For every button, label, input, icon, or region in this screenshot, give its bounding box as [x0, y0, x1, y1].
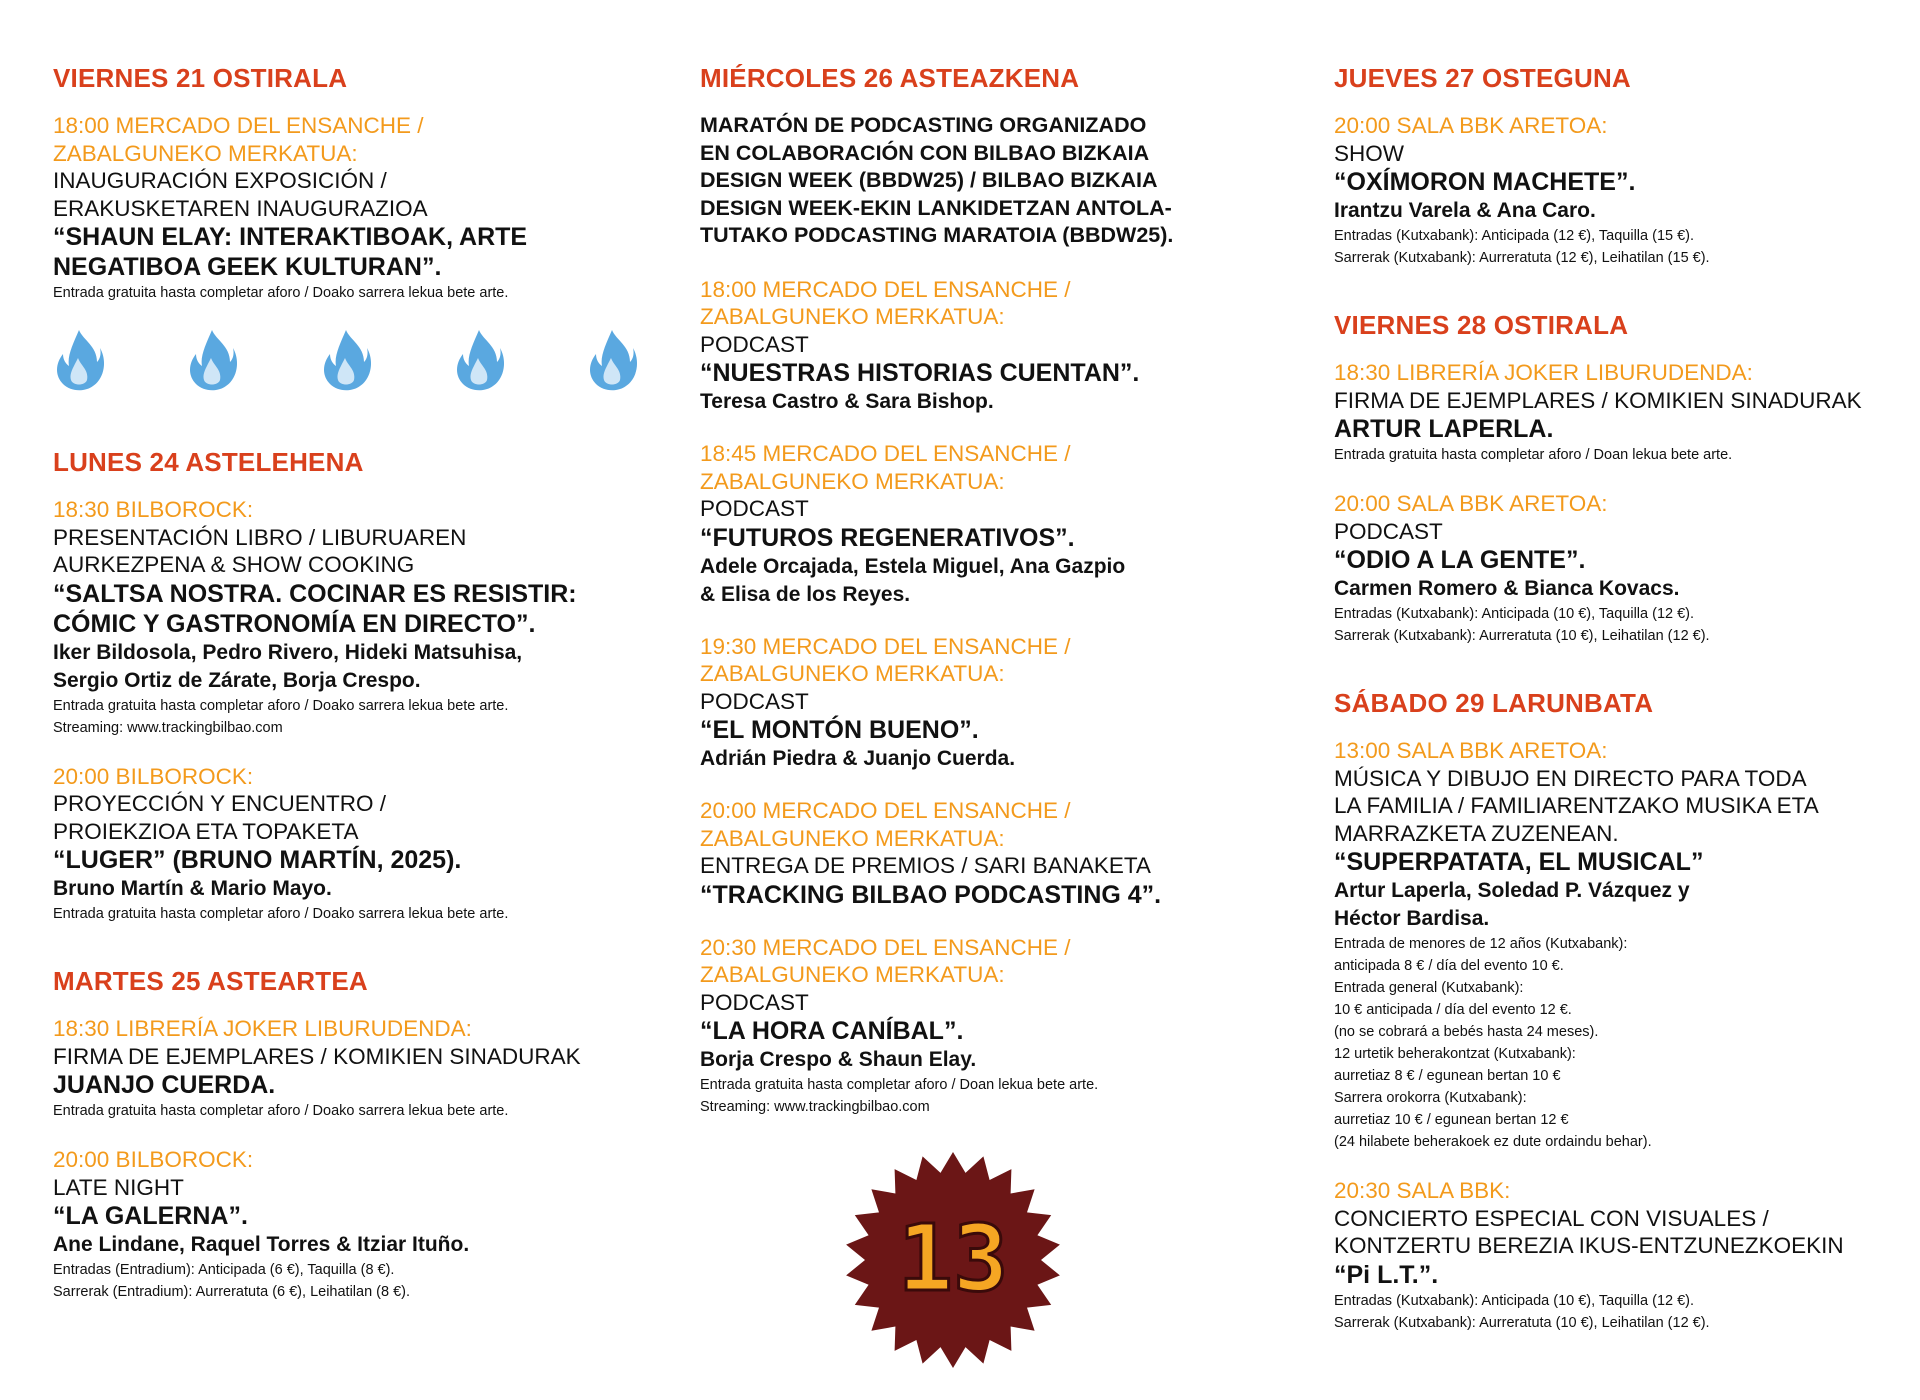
event-time — [700, 797, 1300, 852]
event-kind — [53, 1174, 653, 1202]
event-note-line: Entrada general (Kutxabank): — [1334, 980, 1524, 996]
event-kind-line: PODCAST — [700, 496, 809, 521]
event-title-line: ARTUR LAPERLA. — [1334, 415, 1554, 443]
event-note — [53, 903, 653, 925]
event-title — [53, 1070, 653, 1100]
intro-text-line: DESIGN WEEK (BBDW25) / BILBAO BIZKAIA — [700, 168, 1158, 192]
event-people — [53, 639, 653, 695]
event-kind — [53, 524, 653, 579]
event-title — [700, 523, 1300, 553]
event-time-line: 20:00 BILBOROCK: — [53, 763, 254, 789]
event-note — [1334, 1290, 1914, 1334]
event-time-line: 20:00 SALA BBK ARETOA: — [1334, 113, 1608, 138]
event-people-line: Irantzu Varela & Ana Caro. — [1334, 199, 1596, 222]
event-kind — [53, 167, 653, 222]
event-note-line: Entrada gratuita hasta completar aforo / Doako sarrera lekua bete arte. — [53, 285, 509, 301]
intro-text-line: MARATÓN DE PODCASTING ORGANIZADO — [700, 113, 1147, 137]
event-kind-line: ENTREGA DE PREMIOS / SARI BANAKETA — [700, 853, 1151, 878]
event-note-line: Entradas (Entradium): Anticipada (6 €), Taquilla (8 €). — [53, 1262, 395, 1278]
event-note-line: Entrada gratuita hasta completar aforo / Doako sarrera lekua bete arte. — [53, 697, 509, 714]
event-kind — [1334, 1205, 1914, 1260]
event-people — [53, 875, 653, 903]
event-title-line: “NUESTRAS HISTORIAS CUENTAN”. — [700, 359, 1140, 387]
event-time-line: 19:30 MERCADO DEL ENSANCHE / — [700, 633, 1071, 659]
event — [700, 797, 1300, 910]
event-note — [53, 1259, 653, 1303]
event-title — [700, 880, 1300, 910]
event-people — [1334, 877, 1914, 933]
event-kind-line: PROYECCIÓN Y ENCUENTRO / — [53, 791, 386, 816]
event-kind — [700, 688, 1300, 716]
event — [53, 496, 653, 739]
event-note-line: Sarrera orokorra (Kutxabank): — [1334, 1090, 1527, 1106]
event-kind-line: PODCAST — [700, 331, 809, 357]
event-note-line: Entradas (Kutxabank): Anticipada (12 €), Taquilla (15 €). — [1334, 228, 1695, 244]
event-people-line: Adele Orcajada, Estela Miguel, Ana Gazpio — [700, 554, 1126, 578]
event-people — [700, 553, 1300, 609]
event-time-line: ZABALGUNEKO MERKATUA: — [700, 661, 1005, 686]
event-people — [53, 1231, 653, 1259]
flame-icon — [586, 328, 638, 394]
event-people — [700, 1046, 1300, 1074]
intro-text-line: EN COLABORACIÓN CON BILBAO BIZKAIA — [700, 140, 1150, 165]
event — [700, 276, 1300, 417]
event-title-line: “SHAUN ELAY: INTERAKTIBOAK, ARTE — [53, 223, 528, 251]
event-kind-line: PODCAST — [1334, 518, 1443, 544]
event-time-line: ZABALGUNEKO MERKATUA: — [700, 962, 1005, 987]
event-title — [1334, 1260, 1914, 1290]
event-time-line: 20:30 MERCADO DEL ENSANCHE / — [700, 934, 1071, 960]
event-title — [53, 845, 653, 875]
event-people-line: Ane Lindane, Raquel Torres & Itziar Ituño. — [53, 1233, 470, 1256]
event-note-line: Entradas (Kutxabank): Anticipada (10 €), Taquilla (12 €). — [1334, 1292, 1695, 1309]
event-title — [1334, 167, 1914, 197]
flame-icon — [53, 328, 105, 394]
event-title-line: “LA GALERNA”. — [53, 1202, 248, 1230]
event-note-line: 10 € anticipada / día del evento 12 €. — [1334, 1002, 1572, 1018]
event-note-line: 12 urtetik beherakontzat (Kutxabank): — [1334, 1046, 1576, 1062]
day-header: VIERNES 21 OSTIRALA — [53, 63, 348, 93]
event — [1334, 112, 1914, 269]
intro-text-line: DESIGN WEEK-EKIN LANKIDETZAN ANTOLA- — [700, 195, 1172, 220]
event-kind — [1334, 518, 1914, 546]
day-header: MIÉRCOLES 26 ASTEAZKENA — [700, 63, 1080, 93]
event-note-line: Entrada gratuita hasta completar aforo / Doan lekua bete arte. — [1334, 447, 1733, 463]
event-note-line: (24 hilabete beherakoek ez dute ordaindu behar). — [1334, 1134, 1652, 1150]
event-time-line: 20:30 SALA BBK: — [1334, 1178, 1511, 1203]
event-title-line: “SALTSA NOSTRA. COCINAR ES RESISTIR: — [53, 579, 577, 608]
event-time — [1334, 112, 1914, 140]
event-note — [53, 695, 653, 739]
event-kind-line: PRESENTACIÓN LIBRO / LIBURUAREN — [53, 524, 467, 550]
event-note-line: (no se cobrará a bebés hasta 24 meses). — [1334, 1024, 1599, 1040]
event-time-line: ZABALGUNEKO MERKATUA: — [700, 304, 1005, 329]
event-title-line: “TRACKING BILBAO PODCASTING 4”. — [700, 880, 1162, 909]
event-title — [700, 1016, 1300, 1046]
event-kind-line: KONTZERTU BEREZIA IKUS-ENTZUNEZKOEKIN — [1334, 1233, 1844, 1258]
event-note-line: Sarrerak (Kutxabank): Aurreratuta (10 €), Leihatilan (12 €). — [1334, 628, 1710, 644]
event-title — [53, 1201, 653, 1231]
event-time-line: 18:30 BILBOROCK: — [53, 497, 254, 522]
event-kind — [700, 852, 1300, 880]
event-title-line: “LUGER” (BRUNO MARTÍN, 2025). — [53, 846, 462, 874]
event-kind-line: ERAKUSKETAREN INAUGURAZIOA — [53, 195, 428, 221]
event-kind-line: AURKEZPENA & SHOW COOKING — [53, 552, 415, 577]
event — [1334, 490, 1914, 647]
event-time-line: 18:30 LIBRERÍA JOKER LIBURUDENDA: — [1334, 360, 1753, 385]
event-title — [700, 715, 1300, 745]
event-note-line: Entrada gratuita hasta completar aforo / Doan lekua bete arte. — [700, 1077, 1099, 1093]
event-kind-line: MARRAZKETA ZUZENEAN. — [1334, 820, 1619, 846]
intro-text-line: TUTAKO PODCASTING MARATOIA (BBDW25). — [700, 223, 1174, 247]
event-kind — [700, 331, 1300, 359]
marathon-intro — [700, 112, 1300, 250]
event-people-line: Borja Crespo & Shaun Elay. — [700, 1048, 977, 1071]
event-note-line: Entrada gratuita hasta completar aforo / Doako sarrera lekua bete arte. — [53, 1103, 509, 1119]
event — [1334, 737, 1914, 1153]
event-note — [1334, 225, 1914, 269]
column-middle — [700, 62, 1300, 1142]
event-time — [700, 440, 1300, 495]
event-time — [700, 633, 1300, 688]
event-time-line: 20:00 SALA BBK ARETOA: — [1334, 491, 1608, 516]
event-kind — [700, 989, 1300, 1017]
event — [700, 934, 1300, 1119]
event-kind-line: SHOW — [1334, 140, 1404, 166]
event — [53, 1015, 653, 1122]
event-note-line: Streaming: www.trackingbilbao.com — [700, 1099, 930, 1115]
event-kind-line: PODCAST — [700, 688, 809, 714]
event-kind — [1334, 140, 1914, 168]
day-header: LUNES 24 ASTELEHENA — [53, 447, 364, 477]
edition-number: 13 — [897, 1205, 1009, 1312]
event-kind-line: LATE NIGHT — [53, 1174, 184, 1200]
event-kind-line: CONCIERTO ESPECIAL CON VISUALES / — [1334, 1205, 1769, 1231]
event-title — [700, 358, 1300, 388]
event-time — [1334, 1177, 1914, 1205]
day-header: VIERNES 28 OSTIRALA — [1334, 310, 1629, 340]
flame-icon — [453, 328, 505, 394]
event-time-line: ZABALGUNEKO MERKATUA: — [53, 140, 358, 166]
event-kind — [53, 1043, 653, 1071]
event-title — [1334, 545, 1914, 575]
event-note-line: Sarrerak (Kutxabank): Aurreratuta (12 €), Leihatilan (15 €). — [1334, 250, 1710, 266]
event-kind — [53, 790, 653, 845]
event-people-line: Adrián Piedra & Juanjo Cuerda. — [700, 747, 1016, 770]
event-kind-line: MÚSICA Y DIBUJO EN DIRECTO PARA TODA — [1334, 765, 1807, 791]
event-title-line: JUANJO CUERDA. — [53, 1071, 276, 1099]
event-time — [1334, 490, 1914, 518]
event-people — [700, 388, 1300, 416]
event-note-line: Sarrerak (Kutxabank): Aurreratuta (10 €), Leihatilan (12 €). — [1334, 1314, 1710, 1331]
event-title-line: “OXÍMORON MACHETE”. — [1334, 168, 1636, 196]
event — [53, 763, 653, 926]
event-note-line: Sarrerak (Entradium): Aurreratuta (6 €), Leihatilan (8 €). — [53, 1284, 411, 1300]
event-note-line: aurretiaz 8 € / egunean bertan 10 € — [1334, 1068, 1561, 1084]
day-header: MARTES 25 ASTEARTEA — [53, 966, 368, 996]
event — [53, 112, 653, 304]
event-title-line: “LA HORA CANÍBAL”. — [700, 1017, 964, 1045]
event-people — [700, 745, 1300, 773]
event-time — [700, 934, 1300, 989]
event-note — [1334, 933, 1914, 1153]
event-time-line: 18:30 LIBRERÍA JOKER LIBURUDENDA: — [53, 1016, 472, 1041]
event-kind — [700, 495, 1300, 523]
flame-icon — [186, 328, 238, 394]
event-time-line: 13:00 SALA BBK ARETOA: — [1334, 738, 1608, 763]
event-people — [1334, 575, 1914, 603]
event-note-line: Entrada de menores de 12 años (Kutxabank): — [1334, 936, 1628, 952]
event-people-line: Artur Laperla, Soledad P. Vázquez y — [1334, 879, 1690, 902]
event — [700, 633, 1300, 774]
event-time-line: 18:00 MERCADO DEL ENSANCHE / — [700, 276, 1071, 302]
event-people-line: Iker Bildosola, Pedro Rivero, Hideki Matsuhisa, — [53, 640, 523, 664]
event-kind-line: LA FAMILIA / FAMILIARENTZAKO MUSIKA ETA — [1334, 793, 1819, 818]
event-note-line: Entradas (Kutxabank): Anticipada (10 €), Taquilla (12 €). — [1334, 606, 1695, 622]
column-right — [1334, 62, 1914, 1358]
event-title-line: “Pi L.T.”. — [1334, 1260, 1439, 1289]
event-time — [1334, 737, 1914, 765]
flame-row — [53, 328, 638, 394]
event-note-line: Entrada gratuita hasta completar aforo / Doako sarrera lekua bete arte. — [53, 906, 509, 922]
column-left — [53, 62, 653, 1327]
event — [53, 1146, 653, 1303]
event-kind — [1334, 387, 1914, 415]
day-header: JUEVES 27 OSTEGUNA — [1334, 63, 1631, 93]
event-people-line: Bruno Martín & Mario Mayo. — [53, 877, 332, 900]
event-title-line: “SUPERPATATA, EL MUSICAL” — [1334, 848, 1704, 876]
event-kind-line: FIRMA DE EJEMPLARES / KOMIKIEN SINADURAK — [53, 1043, 581, 1069]
event-title — [53, 222, 653, 282]
event-time — [53, 1146, 653, 1174]
event-title — [1334, 847, 1914, 877]
event-note-line: anticipada 8 € / día del evento 10 €. — [1334, 958, 1564, 974]
event-time-line: 18:00 MERCADO DEL ENSANCHE / — [53, 113, 424, 138]
event-time — [53, 763, 653, 791]
event-people — [1334, 197, 1914, 225]
event-note-line: aurretiaz 10 € / egunean bertan 12 € — [1334, 1112, 1569, 1128]
event-time-line: 18:45 MERCADO DEL ENSANCHE / — [700, 441, 1071, 466]
starburst-badge — [843, 1150, 1063, 1370]
event-title — [1334, 414, 1914, 444]
event-title-line: “ODIO A LA GENTE”. — [1334, 546, 1586, 574]
event-time-line: ZABALGUNEKO MERKATUA: — [700, 825, 1005, 851]
day-header: SÁBADO 29 LARUNBATA — [1334, 688, 1654, 718]
event-title-line: NEGATIBOA GEEK KULTURAN”. — [53, 253, 442, 281]
event-people-line: Héctor Bardisa. — [1334, 907, 1490, 930]
event-time-line: 20:00 MERCADO DEL ENSANCHE / — [700, 798, 1071, 823]
event-title-line: CÓMIC Y GASTRONOMÍA EN DIRECTO”. — [53, 609, 536, 638]
event-kind-line: INAUGURACIÓN EXPOSICIÓN / — [53, 168, 387, 193]
flame-icon — [320, 328, 372, 394]
event-people-line: Carmen Romero & Bianca Kovacs. — [1334, 577, 1680, 600]
event-time-line: ZABALGUNEKO MERKATUA: — [700, 468, 1005, 494]
event — [1334, 359, 1914, 466]
event-time — [53, 1015, 653, 1043]
event-people-line: Teresa Castro & Sara Bishop. — [700, 390, 994, 413]
event-note — [1334, 444, 1914, 466]
event-time — [53, 496, 653, 524]
event-people-line: & Elisa de los Reyes. — [700, 582, 911, 606]
event — [1334, 1177, 1914, 1334]
event-title-line: “FUTUROS REGENERATIVOS”. — [700, 523, 1075, 552]
event-note — [53, 1100, 653, 1122]
event-note — [53, 282, 653, 304]
event-kind-line: FIRMA DE EJEMPLARES / KOMIKIEN SINADURAK — [1334, 387, 1862, 413]
event-people-line: Sergio Ortiz de Zárate, Borja Crespo. — [53, 668, 421, 692]
event-title — [53, 579, 653, 639]
event-kind — [1334, 765, 1914, 848]
event-note — [700, 1074, 1300, 1118]
event-time-line: 20:00 BILBOROCK: — [53, 1147, 254, 1172]
event-note-line: Streaming: www.trackingbilbao.com — [53, 719, 283, 736]
event-time — [53, 112, 653, 167]
event-time — [1334, 359, 1914, 387]
event-time — [700, 276, 1300, 331]
event — [700, 440, 1300, 609]
event-note — [1334, 603, 1914, 647]
intro-text — [700, 112, 1300, 250]
event-title-line: “EL MONTÓN BUENO”. — [700, 716, 979, 744]
event-kind-line: PROIEKZIOA ETA TOPAKETA — [53, 818, 359, 844]
event-kind-line: PODCAST — [700, 989, 809, 1015]
